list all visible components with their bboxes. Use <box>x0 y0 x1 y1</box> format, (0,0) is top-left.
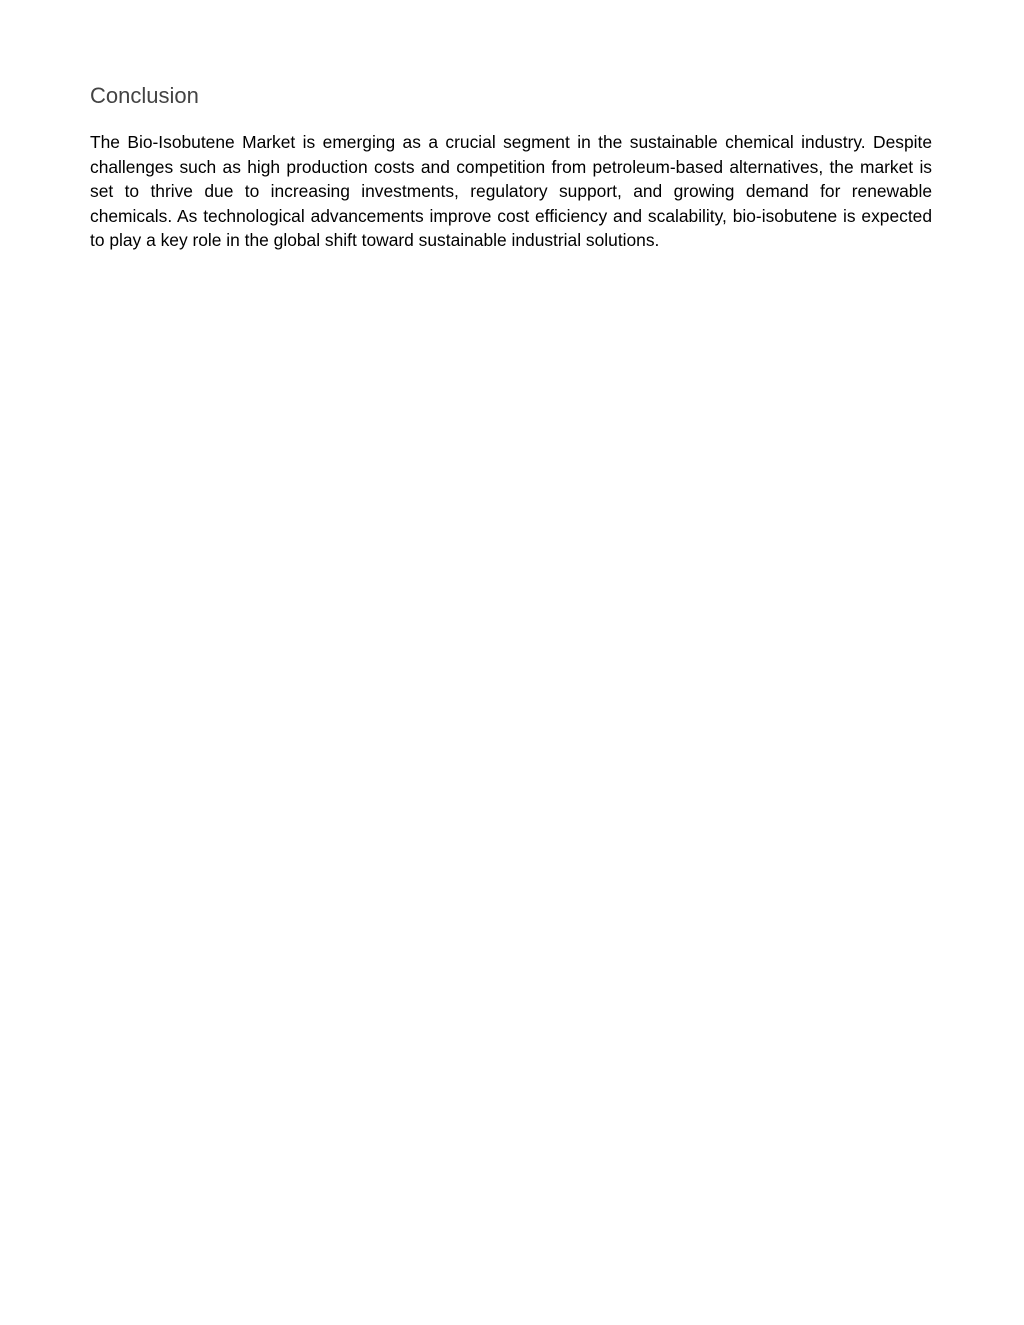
section-heading: Conclusion <box>90 83 199 108</box>
conclusion-paragraph: The Bio-Isobutene Market is emerging as a crucial segment in the sustainable chemical industry. Despite challenges such as high production costs and competition from petroleum-based alternatives, the market is set to thrive due to increasing investments, regulatory support, and growing demand for renewable chemicals. As technological advancements improve cost efficiency and scalability, bio-isobutene is expected to play a key role in the global shift toward sustainable industrial solutions. <box>90 132 932 250</box>
document-content <box>90 82 932 253</box>
